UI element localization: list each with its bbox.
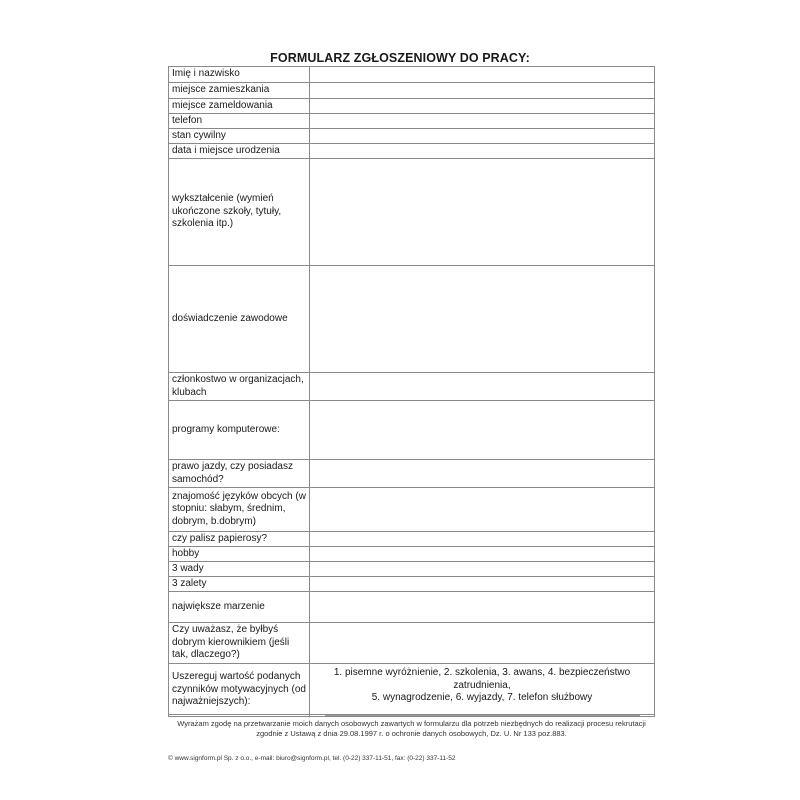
table-row xyxy=(169,460,655,488)
table-row xyxy=(169,114,655,129)
field-value-experience[interactable] xyxy=(310,266,655,373)
table-row xyxy=(169,623,655,664)
field-label: członkostwo w organizacjach, klubach xyxy=(169,373,310,401)
table-row xyxy=(169,401,655,460)
field-label: Czy uważasz, że byłbyś dobrym kierownikiem (jeśli tak, dlaczego?) xyxy=(169,623,310,664)
motivation-options-line-2: 5. wynagrodzenie, 6. wyjazdy, 7. telefon służbowy xyxy=(371,692,593,703)
table-row xyxy=(169,129,655,144)
application-form-table xyxy=(168,66,655,717)
field-value-smoking[interactable] xyxy=(310,532,655,547)
field-value-residence[interactable] xyxy=(310,83,655,99)
data-consent-clause: Wyrażam zgodę na przetwarzanie moich danych osobowych zawartych w formularzu dla potrzeb niezbędnych do realizacji procesu rekrutacji zgodnie z Ustawą z dnia 29.08.1997 r. o ochronie danych osobowych, Dz. U. Nr 133 poz.883. xyxy=(177,719,646,738)
copyright-notice: © www.signform.pl Sp. z o.o., e-mail: biuro@signform.pl, tel. (0-22) 337-11-51, fax: (0-22) 337-11-52 xyxy=(168,755,456,762)
field-value-birth[interactable] xyxy=(310,144,655,159)
field-label: programy komputerowe: xyxy=(169,401,310,460)
field-value-driving-license[interactable] xyxy=(310,460,655,488)
field-value-name[interactable] xyxy=(310,67,655,83)
field-label: doświadczenie zawodowe xyxy=(169,266,310,373)
field-label: Imię i nazwisko xyxy=(169,67,310,83)
field-value-marital-status[interactable] xyxy=(310,129,655,144)
field-value-phone[interactable] xyxy=(310,114,655,129)
field-label: Uszereguj wartość podanych czynników motywacyjnych (od najważniejszych): xyxy=(169,664,310,717)
footer-divider xyxy=(168,714,655,715)
field-label: 3 wady xyxy=(169,562,310,577)
field-value-memberships[interactable] xyxy=(310,373,655,401)
field-value-manager[interactable] xyxy=(310,623,655,664)
field-label: hobby xyxy=(169,547,310,562)
table-row xyxy=(169,99,655,114)
form-title: FORMULARZ ZGŁOSZENIOWY DO PRACY: xyxy=(270,51,530,65)
field-label: prawo jazdy, czy posiadasz samochód? xyxy=(169,460,310,488)
table-row xyxy=(169,144,655,159)
motivation-factors-cell[interactable] xyxy=(310,664,655,717)
field-value-software[interactable] xyxy=(310,401,655,460)
table-row xyxy=(169,67,655,83)
field-value-weaknesses[interactable] xyxy=(310,562,655,577)
table-row xyxy=(169,577,655,592)
table-row xyxy=(169,488,655,532)
field-label: miejsce zameldowania xyxy=(169,99,310,114)
table-row xyxy=(169,266,655,373)
field-value-education[interactable] xyxy=(310,159,655,266)
table-row xyxy=(169,159,655,266)
field-label: znajomość języków obcych (w stopniu: słabym, średnim, dobrym, b.dobrym) xyxy=(169,488,310,532)
table-row xyxy=(169,547,655,562)
table-row xyxy=(169,592,655,623)
field-label: telefon xyxy=(169,114,310,129)
field-value-registered-address[interactable] xyxy=(310,99,655,114)
field-value-hobby[interactable] xyxy=(310,547,655,562)
field-value-languages[interactable] xyxy=(310,488,655,532)
field-value-dream[interactable] xyxy=(310,592,655,623)
field-label: stan cywilny xyxy=(169,129,310,144)
field-label: miejsce zamieszkania xyxy=(169,83,310,99)
field-value-strengths[interactable] xyxy=(310,577,655,592)
field-label: wykształcenie (wymień ukończone szkoły, tytuły, szkolenia itp.) xyxy=(169,159,310,266)
field-label: 3 zalety xyxy=(169,577,310,592)
table-row xyxy=(169,83,655,99)
table-row xyxy=(169,664,655,717)
field-label: czy palisz papierosy? xyxy=(169,532,310,547)
field-label: największe marzenie xyxy=(169,592,310,623)
field-label: data i miejsce urodzenia xyxy=(169,144,310,159)
table-row xyxy=(169,562,655,577)
motivation-options-line-1: 1. pisemne wyróżnienie, 2. szkolenia, 3. awans, 4. bezpieczeństwo zatrudnienia, xyxy=(333,667,631,691)
table-row xyxy=(169,373,655,401)
table-row xyxy=(169,532,655,547)
